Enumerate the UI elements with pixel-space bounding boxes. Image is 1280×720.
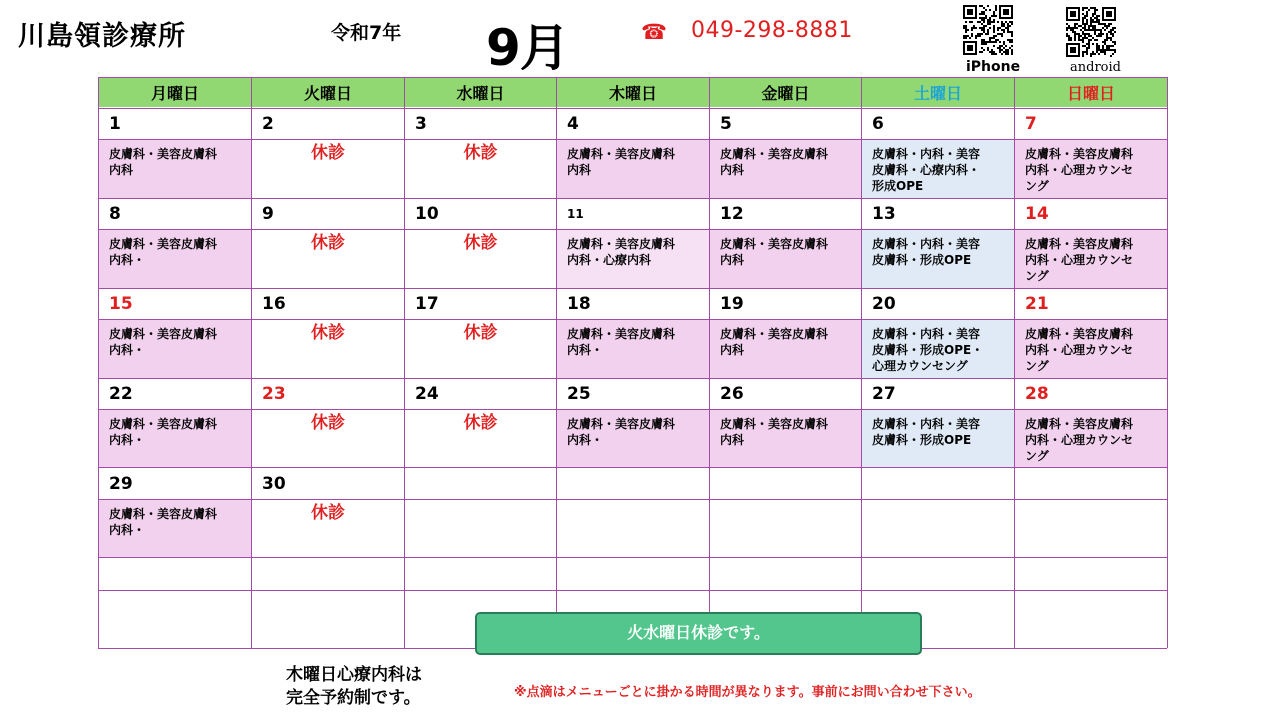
department-info: 皮膚科・内科・美容 皮膚科・形成OPE <box>862 230 1014 288</box>
date-number: 4 <box>567 114 579 134</box>
grid-row-line <box>98 198 1167 199</box>
date-number <box>862 468 1014 499</box>
grid-row-line <box>98 288 1167 289</box>
department-info: 皮膚科・美容皮膚科 内科・ <box>99 410 251 467</box>
department-info: 皮膚科・美容皮膚科 内科・心理カウンセ ング <box>1015 230 1167 288</box>
department-info: 皮膚科・美容皮膚科 内科・心療内科 <box>557 230 709 288</box>
date-number: 29 <box>109 473 133 494</box>
closed-label: 休診 <box>311 323 345 343</box>
weekday-header: 土曜日 <box>862 78 1014 107</box>
month-title: 9月 <box>486 19 569 77</box>
department-info: 皮膚科・内科・美容 皮膚科・形成OPE・ 心理カウンセング <box>862 320 1014 378</box>
date-number: 3 <box>415 114 427 134</box>
closed-label: 休診 <box>463 323 498 343</box>
department-info <box>1015 500 1167 557</box>
date-number <box>1015 468 1167 499</box>
date-number <box>405 468 556 499</box>
clinic-name: 川島領診療所 <box>18 21 186 52</box>
department-info: 皮膚科・美容皮膚科 内科・心理カウンセ ング <box>1015 140 1167 198</box>
date-number: 11 <box>567 207 584 221</box>
closed-label: 休診 <box>463 233 498 253</box>
date-number: 24 <box>415 384 439 404</box>
date-number: 16 <box>262 294 286 314</box>
date-number: 8 <box>109 204 121 224</box>
date-number: 14 <box>1025 204 1049 224</box>
qr-label-iphone: iPhone <box>966 59 1021 75</box>
department-info: 皮膚科・美容皮膚科 内科 <box>710 410 861 467</box>
date-number <box>557 468 709 499</box>
grid-col-line <box>251 77 252 648</box>
calendar-grid <box>98 77 1167 648</box>
weekday-header: 金曜日 <box>710 78 861 107</box>
weekday-header: 火曜日 <box>252 78 404 107</box>
department-info: 皮膚科・美容皮膚科 内科 <box>99 140 251 198</box>
date-number: 10 <box>415 204 439 224</box>
grid-row-line <box>98 499 1167 500</box>
date-number: 17 <box>415 294 439 314</box>
department-info: 皮膚科・内科・美容 皮膚科・心療内科・ 形成OPE <box>862 140 1014 198</box>
thursday-note-line: 木曜日心療内科は <box>286 665 422 685</box>
weekday-header: 木曜日 <box>557 78 709 107</box>
date-number: 22 <box>109 384 133 404</box>
date-number: 7 <box>1025 114 1037 134</box>
grid-col-line <box>404 77 405 648</box>
weekday-header: 水曜日 <box>405 78 556 107</box>
date-number: 1 <box>109 114 121 134</box>
date-number: 9 <box>262 204 274 224</box>
era-year: 令和7年 <box>331 22 402 44</box>
closed-label: 休診 <box>311 413 345 433</box>
grid-row-line <box>98 378 1167 379</box>
qr-code-android-icon[interactable] <box>1066 7 1116 57</box>
date-number: 5 <box>720 114 732 134</box>
grid-row-line <box>98 139 1167 140</box>
date-number: 12 <box>720 204 744 224</box>
department-info: 皮膚科・美容皮膚科 内科・ <box>99 230 251 288</box>
grid-row-line <box>98 590 1167 591</box>
department-info: 皮膚科・美容皮膚科 内科・心理カウンセ ング <box>1015 320 1167 378</box>
thursday-note <box>286 664 422 710</box>
phone-number[interactable]: 049-298-8881 <box>691 18 853 43</box>
date-number: 28 <box>1025 384 1049 404</box>
weekday-header: 日曜日 <box>1015 78 1167 107</box>
date-number: 18 <box>567 294 591 314</box>
department-info: 皮膚科・美容皮膚科 内科 <box>557 140 709 198</box>
date-number: 21 <box>1025 294 1049 314</box>
department-info: 皮膚科・美容皮膚科 内科・ <box>99 500 251 557</box>
qr-label-android: android <box>1070 60 1121 75</box>
date-number: 30 <box>262 473 286 494</box>
grid-col-line <box>556 77 557 648</box>
grid-row-line <box>98 229 1167 230</box>
grid-col-line <box>1014 77 1015 648</box>
department-info <box>710 500 861 557</box>
department-info: 皮膚科・美容皮膚科 内科 <box>710 140 861 198</box>
date-number: 19 <box>720 294 744 314</box>
date-number: 2 <box>262 114 274 134</box>
grid-row-line <box>98 77 1167 78</box>
date-number: 15 <box>109 294 133 314</box>
grid-row-line <box>98 108 1167 109</box>
closed-label: 休診 <box>463 143 498 163</box>
grid-row-line <box>98 319 1167 320</box>
date-number: 27 <box>872 384 896 404</box>
grid-col-line <box>1167 77 1168 648</box>
qr-code-iphone-icon[interactable] <box>963 5 1013 55</box>
department-info: 皮膚科・美容皮膚科 内科・ <box>557 410 709 467</box>
grid-row-line <box>98 409 1167 410</box>
thursday-note-line: 完全予約制です。 <box>286 688 421 708</box>
drip-note: ※点滴はメニューごとに掛かる時間が異なります。事前にお問い合わせ下さい。 <box>514 685 981 700</box>
grid-col-line <box>98 77 99 648</box>
notice-banner: 火水曜日休診です。 <box>475 612 922 655</box>
date-number <box>710 468 861 499</box>
closed-label: 休診 <box>311 143 345 163</box>
department-info <box>862 500 1014 557</box>
department-info <box>405 500 556 557</box>
grid-row-line <box>98 557 1167 558</box>
closed-label: 休診 <box>311 503 345 523</box>
date-number: 6 <box>872 114 884 134</box>
weekday-header: 月曜日 <box>99 78 251 107</box>
date-number: 13 <box>872 204 896 224</box>
department-info: 皮膚科・美容皮膚科 内科・心理カウンセ ング <box>1015 410 1167 467</box>
date-number: 25 <box>567 384 591 404</box>
grid-col-line <box>709 77 710 648</box>
closed-label: 休診 <box>463 413 498 433</box>
grid-row-line <box>98 467 1167 468</box>
department-info: 皮膚科・美容皮膚科 内科・ <box>557 320 709 378</box>
phone-icon: ☎ <box>641 20 668 44</box>
grid-col-line <box>861 77 862 648</box>
date-number: 20 <box>872 294 896 314</box>
department-info: 皮膚科・内科・美容 皮膚科・形成OPE <box>862 410 1014 467</box>
date-number: 26 <box>720 384 744 404</box>
department-info <box>557 500 709 557</box>
date-number: 23 <box>262 384 286 404</box>
closed-label: 休診 <box>311 233 345 253</box>
department-info: 皮膚科・美容皮膚科 内科 <box>710 230 861 288</box>
department-info: 皮膚科・美容皮膚科 内科 <box>710 320 861 378</box>
department-info: 皮膚科・美容皮膚科 内科・ <box>99 320 251 378</box>
